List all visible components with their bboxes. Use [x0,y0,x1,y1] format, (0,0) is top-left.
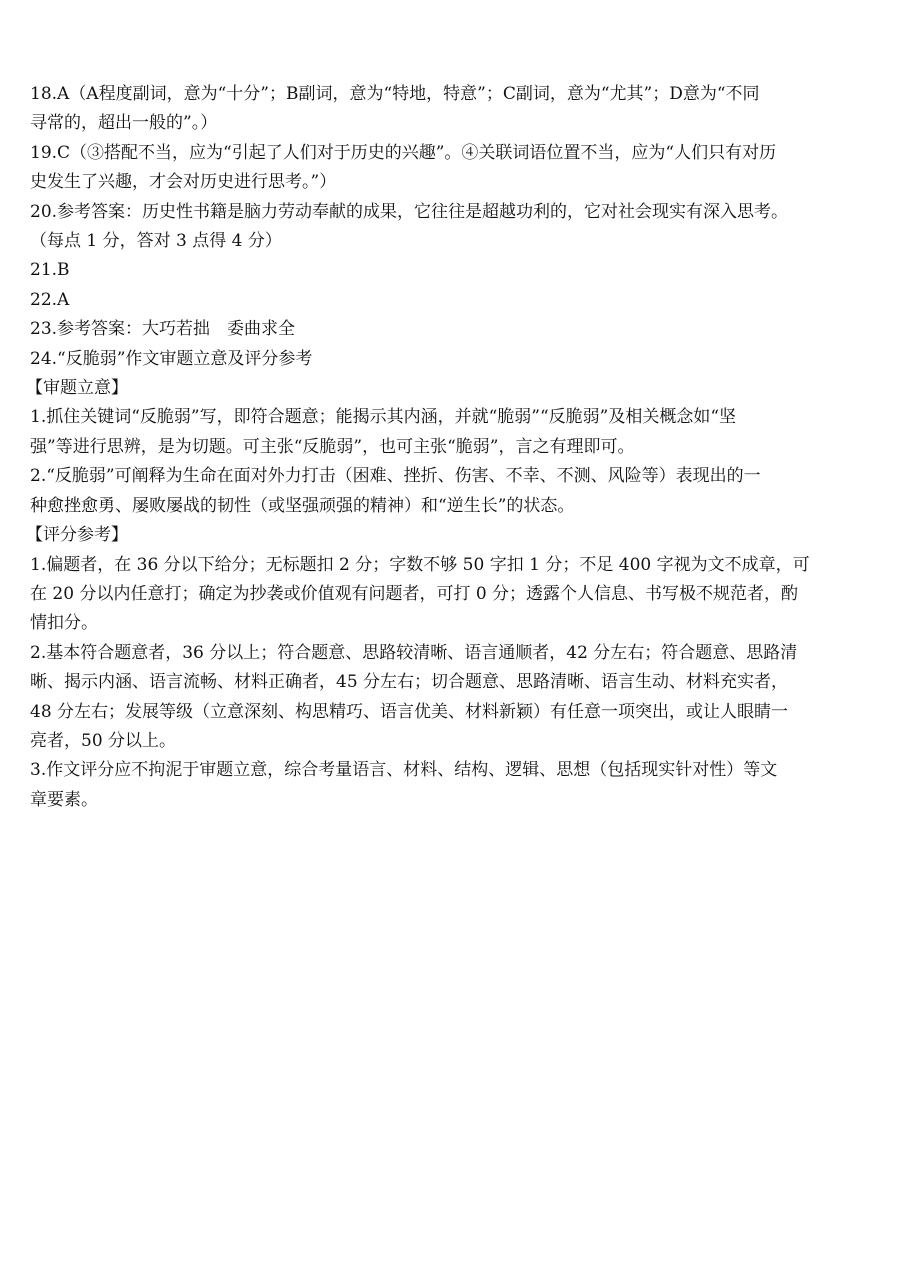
answer-22: 22.A [30,289,70,310]
section-heading-topic: 【审题立意】 [26,378,128,399]
section-heading-scoring: 【评分参考】 [26,525,128,546]
answer-18-line-1: 18.A（A程度副词，意为“十分”；B副词，意为“特地，特意”；C副词，意为“尤其”；D意为“不同 [30,84,760,104]
scoring-point-2-line-2: 晰、揭示内涵、语言流畅、材料正确者，45 分左右；切合题意、思路清晰、语言生动、材料充实者， [30,672,789,693]
answer-19-line-1: 19.C（③搭配不当，应为“引起了人们对于历史的兴趣”。④关联词语位置不当，应为“人们只有对历 [30,142,777,163]
scoring-point-1-line-1: 1.偏题者，在 36 分以下给分；无标题扣 2 分；字数不够 50 字扣 1 分；不足 400 字视为文不成章，可 [30,554,810,575]
topic-point-1-line-1: 1.抓住关键词“反脆弱”写，即符合题意；能揭示其内涵，并就“脆弱”“反脆弱”及相关概念如“坚 [30,407,737,428]
answer-18-line-2: 寻常的，超出一般的”。） [30,113,218,134]
scoring-point-2-line-4: 亮者，50 分以上。 [30,730,177,751]
scoring-point-3-line-2: 章要素。 [30,789,98,810]
answer-20-line-2: （每点 1 分，答对 3 点得 4 分） [30,231,282,252]
answer-20-line-1: 20.参考答案：历史性书籍是脑力劳动奉献的成果，它往往是超越功利的，它对社会现实有深入思考。 [30,201,789,222]
scoring-point-2-line-1: 2.基本符合题意者，36 分以上；符合题意、思路较清晰、语言通顺者，42 分左右；符合题意、思路清 [30,642,798,663]
answer-24-heading: 24.“反脆弱”作文审题立意及评分参考 [30,348,313,369]
answer-21: 21.B [30,260,70,281]
answer-19-line-2: 史发生了兴趣，才会对历史进行思考。”） [30,172,337,193]
scoring-point-3-line-1: 3.作文评分应不拘泥于审题立意，综合考量语言、材料、结构、逻辑、思想（包括现实针对性）等文 [30,760,778,781]
topic-point-2-line-2: 种愈挫愈勇、屡败屡战的韧性（或坚强顽强的精神）和“逆生长”的状态。 [30,495,575,516]
answer-key-document [26,80,888,815]
answer-23: 23.参考答案：大巧若拙 委曲求全 [30,319,296,340]
topic-point-2-line-1: 2.“反脆弱”可阐释为生命在面对外力打击（困难、挫折、伤害、不幸、不测、风险等）表现出的一 [30,466,761,487]
scoring-point-1-line-3: 情扣分。 [30,613,98,634]
topic-point-1-line-2: 强”等进行思辨，是为切题。可主张“反脆弱”，也可主张“脆弱”，言之有理即可。 [30,436,635,457]
scoring-point-2-line-3: 48 分左右；发展等级（立意深刻、构思精巧、语言优美、材料新颖）有任意一项突出，或让人眼睛一 [30,701,789,722]
scoring-point-1-line-2: 在 20 分以内任意打；确定为抄袭或价值观有问题者，可打 0 分；透露个人信息、书写极不规范者，酌 [30,583,799,604]
